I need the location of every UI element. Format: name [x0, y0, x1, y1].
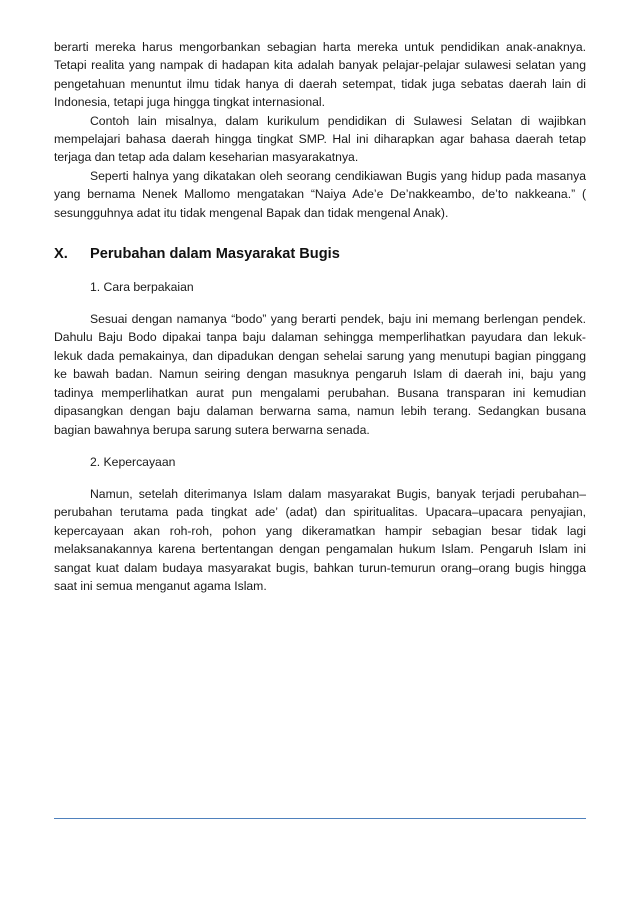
document-page [54, 38, 586, 595]
subsection-text-belief: Namun, setelah diterimanya Islam dalam masyarakat Bugis, banyak terjadi perubahan–perubahan terutama pada tingkat ade’ (adat) dan spiritualitas. Upacara–upacara penyajian, kepercayaan akan roh-roh, pohon yang dikeramatkan hampir sebagian besar tidak lagi melaksanakannya karena bertentangan dengan pengamalan hukum Islam. Pengaruh Islam ini sangat kuat dalam budaya masyarakat bugis, bahkan turun-temurun orang–orang bugis hingga saat ini semua menganut agama Islam. [54, 486, 586, 593]
paragraph-1: berarti mereka harus mengorbankan sebagian harta mereka untuk pendidikan anak-anaknya. Tetapi realita yang nampak di hadapan kita adalah banyak pelajar-pelajar sulawesi selatan yang pengetahuan menuntut ilmu tidak hanya di daerah setempat, tidak juga sebatas daerah lain di Indonesia, tetapi juga hingga tingkat internasional. [54, 40, 586, 110]
footer-divider [54, 818, 586, 819]
paragraph-3: Seperti halnya yang dikatakan oleh seorang cendikiawan Bugis yang hidup pada masanya yang bernama Nenek Mallomo mengatakan “Naiya Ade’e De’nakkeambo, de’to nakkeana.” ( sesungguhnya adat itu tidak mengenal Bapak dan tidak mengenal Anak). [54, 168, 586, 220]
subsection-text-clothing: Sesuai dengan namanya “bodo” yang berarti pendek, baju ini memang berlengan pendek. Dahulu Baju Bodo dipakai tanpa baju dalaman sehingga memperlihatkan payudara dan lekuk-lekuk dada pemakainya, dan dipadukan dengan sehelai sarung yang menutupi bagian pinggang ke bawah badan. Namun seiring dengan masuknya pengaruh Islam di daerah ini, baju yang tadinya memperlihatkan aurat pun mengalami perubahan. Busana transparan ini kemudian dipasangkan dengan baju dalaman berwarna sama, namun lebih terang. Sedangkan busana bagian bawahnya berupa sarung sutera berwarna senada. [54, 312, 586, 437]
section-heading [54, 244, 586, 264]
paragraph-2: Contoh lain misalnya, dalam kurikulum pendidikan di Sulawesi Selatan di wajibkan mempelajari bahasa daerah hingga tingkat SMP. Hal ini diharapkan agar bahasa daerah tetap terjaga dan tetap ada dalam keseharian masyarakatnya. [54, 113, 586, 165]
subsection-heading-clothing: 1. Cara berpakaian [90, 280, 194, 295]
subsection-heading-belief: 2. Kepercayaan [90, 454, 176, 469]
section-number: X. [54, 246, 68, 263]
section-title: Perubahan dalam Masyarakat Bugis [90, 246, 340, 263]
